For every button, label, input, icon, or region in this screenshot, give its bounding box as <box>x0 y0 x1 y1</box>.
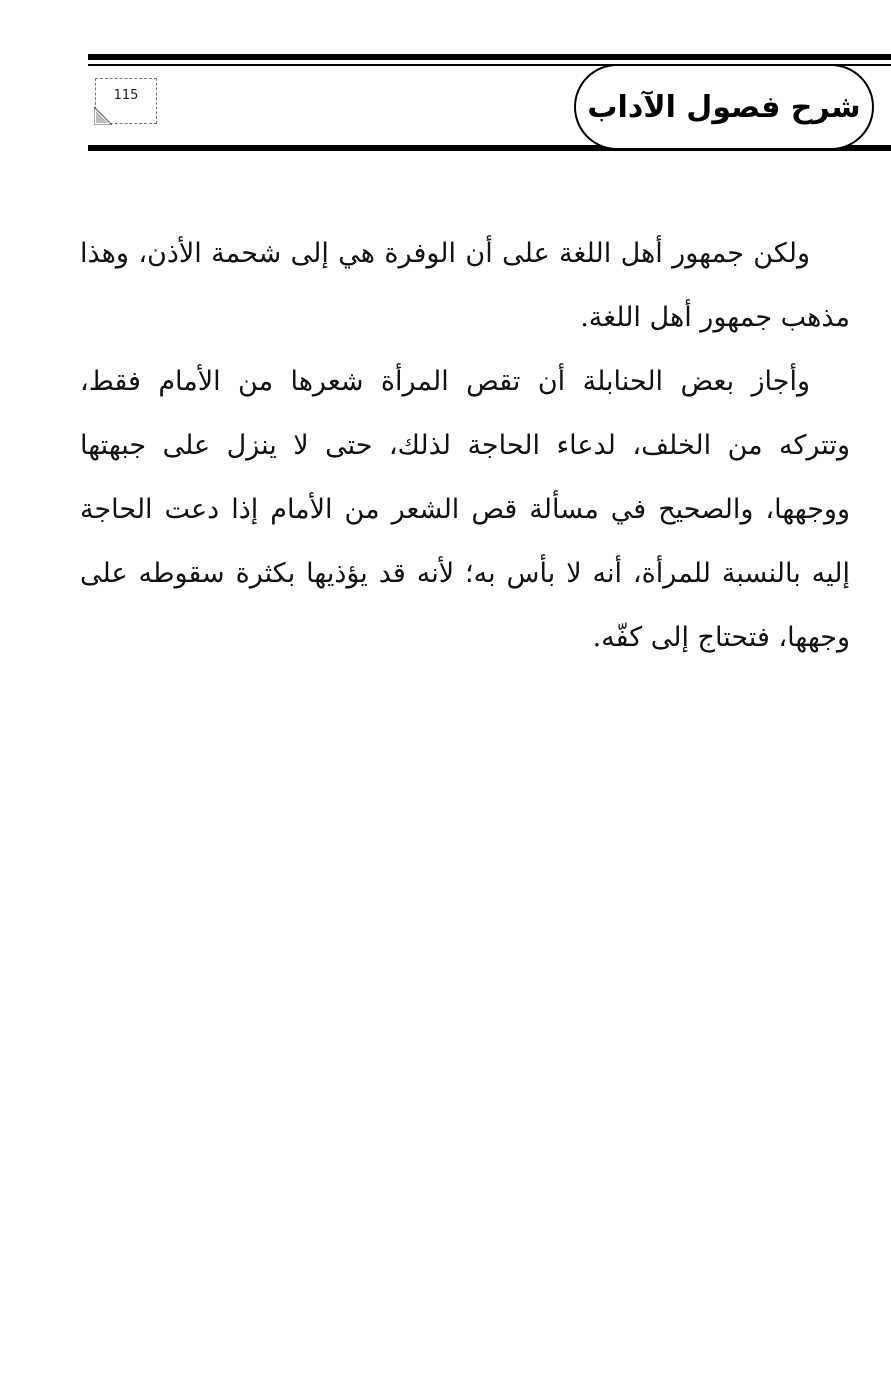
page-header <box>0 0 891 170</box>
book-title: شرح فصول الآداب <box>587 89 861 125</box>
page-number-box <box>95 78 157 124</box>
book-title-box <box>574 64 874 150</box>
page-fold-icon <box>94 107 112 125</box>
paragraph: ولكن جمهور أهل اللغة على أن الوفرة هي إلى شحمة الأذن، وهذا مذهب جمهور أهل اللغة. <box>80 238 850 333</box>
paragraph: وأجاز بعض الحنابلة أن تقص المرأة شعرها من الأمام فقط، وتتركه من الخلف، لدعاء الحاجة لذلك، حتى لا ينزل على جبهتها ووجهها، والصحيح في مسألة قص الشعر من الأمام إذا دعت الحاجة إليه بالنسبة للمرأة، أنه لا بأس به؛ لأنه قد يؤذيها بكثرة سقوطه على وجهها، فتحتاج إلى كفّه. <box>80 366 850 653</box>
header-top-rule <box>88 54 891 60</box>
page-number: 115 <box>113 88 139 103</box>
page-content <box>80 222 850 670</box>
